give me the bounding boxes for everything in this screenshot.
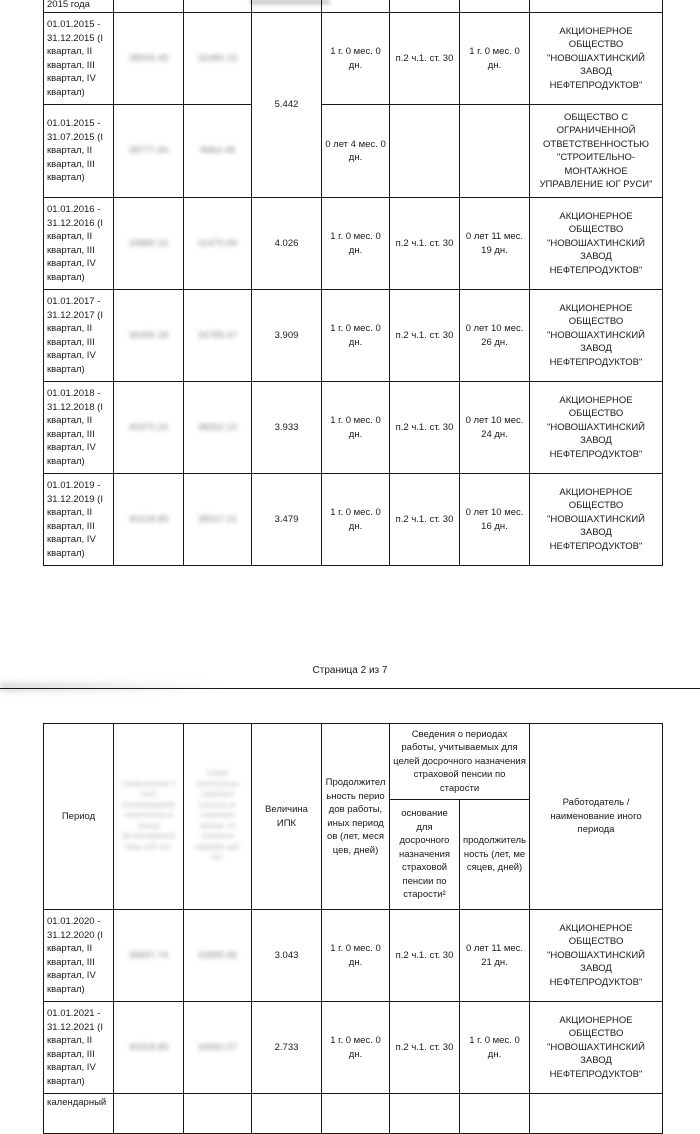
period-cell: 01.01.2015 - 31.07.2015 (I квартал, II квартал, III квартал) xyxy=(44,105,114,198)
duration-cell: 1 г. 0 мес. 0 дн. xyxy=(322,198,390,290)
table-row xyxy=(44,1094,663,1134)
ipk-cell: 5.442 xyxy=(252,13,322,198)
col-header-early-duration: продолжительность (лет, месяцев, дней) xyxy=(460,800,530,910)
ipk-cell: 2.733 xyxy=(252,1002,322,1094)
duration-cell: 1 г. 0 мес. 0 дн. xyxy=(322,382,390,474)
blurred-amount: 38000.45 xyxy=(128,52,169,64)
table-row xyxy=(44,290,663,382)
blurred-amount: 38252.10 xyxy=(197,421,238,433)
ipk-cell: 4.026 xyxy=(252,198,322,290)
early-duration-cell xyxy=(460,105,530,198)
basis-cell: п.2 ч.1. ст. 30 xyxy=(390,910,460,1002)
col-header-employer: Работодатель / наименование иного периода xyxy=(530,724,663,910)
earnings-table-page2 xyxy=(43,723,663,1134)
basis-cell: п.2 ч.1. ст. 30 xyxy=(390,382,460,474)
duration-cell: 1 г. 0 мес. 0 дн. xyxy=(322,13,390,105)
col-header-ipk: Величина ИПК xyxy=(252,724,322,910)
basis-cell xyxy=(390,105,460,198)
page-number: Страница 2 из 7 xyxy=(312,665,388,676)
period-cell: календарный xyxy=(44,1094,114,1134)
early-duration-cell: 1 г. 0 мес. 0 дн. xyxy=(460,13,530,105)
employer-cell: АКЦИОНЕРНОЕ ОБЩЕСТВО "НОВОШАХТИНСКИЙ ЗАВОД НЕФТЕПРОДУКТОВ" xyxy=(530,1002,663,1094)
page-divider xyxy=(0,688,700,689)
duration-cell: 1 г. 0 мес. 0 дн. xyxy=(322,474,390,566)
basis-cell: п.2 ч.1. ст. 30 xyxy=(390,474,460,566)
blurred-amount: 39697.74 xyxy=(128,949,169,961)
table-row xyxy=(44,910,663,1002)
early-duration-cell: 0 лет 10 мес. 24 дн. xyxy=(460,382,530,474)
col-header-early-group: Сведения о периодах работы, учитываемых для целей досрочного назначения страховой пенсии по старости xyxy=(390,724,530,800)
page-edge-shadow xyxy=(0,682,230,692)
employer-cell: АКЦИОНЕРНОЕ ОБЩЕСТВО "НОВОШАХТИНСКИЙ ЗАВОД НЕФТЕПРОДУКТОВ" xyxy=(530,198,663,290)
employer-cell: ОБЩЕСТВО С ОГРАНИЧЕННОЙ ОТВЕТСТВЕННОСТЬЮ "СТРОИТЕЛЬНО-МОНТАЖНОЕ УПРАВЛЕНИЕ ЮГ РУСИ" xyxy=(530,105,663,198)
blurred-header-earnings: Сумма выплат и иных вознаграждений начисленных в пользу застрахованного лица, руб. коп. xyxy=(121,780,176,851)
basis-cell: п.2 ч.1. ст. 30 xyxy=(390,1002,460,1094)
basis-cell: п.2 ч.1. ст. 30 xyxy=(390,13,460,105)
duration-cell: 1 г. 0 мес. 0 дн. xyxy=(322,1002,390,1094)
ipk-cell: 3.479 xyxy=(252,474,322,566)
table-row xyxy=(44,1002,663,1094)
basis-cell: п.2 ч.1. ст. 30 xyxy=(390,290,460,382)
duration-cell: 1 г. 0 мес. 0 дн. xyxy=(322,290,390,382)
table-row xyxy=(44,198,663,290)
early-duration-cell: 0 лет 10 мес. 16 дн. xyxy=(460,474,530,566)
period-cell: 01.01.2017 - 31.12.2017 (I квартал, II квартал, III квартал, IV квартал) xyxy=(44,290,114,382)
period-cell: 2015 года xyxy=(44,0,114,13)
period-cell: 01.01.2016 - 31.12.2016 (I квартал, II квартал, III квартал, IV квартал) xyxy=(44,198,114,290)
table-header-row xyxy=(44,724,663,800)
duration-cell: 1 г. 0 мес. 0 дн. xyxy=(322,910,390,1002)
ipk-cell: 3.933 xyxy=(252,382,322,474)
blurred-amount: 38777.84 xyxy=(128,145,169,157)
ipk-cell: 3.043 xyxy=(252,910,322,1002)
duration-cell: 0 лет 4 мес. 0 дн. xyxy=(322,105,390,198)
blurred-amount: 33880.15 xyxy=(128,237,169,249)
blurred-amount: 32890.95 xyxy=(197,949,238,961)
table-row xyxy=(44,13,663,105)
employer-cell: АКЦИОНЕРНОЕ ОБЩЕСТВО "НОВОШАХТИНСКИЙ ЗАВОД НЕФТЕПРОДУКТОВ" xyxy=(530,290,663,382)
period-cell: 01.01.2015 - 31.12.2015 (I квартал, II квартал, III квартал, IV квартал) xyxy=(44,13,114,105)
table-row xyxy=(44,382,663,474)
period-cell: 01.01.2019 - 31.12.2019 (I квартал, II квартал, III квартал, IV квартал) xyxy=(44,474,114,566)
blurred-amount: 32480.15 xyxy=(197,52,238,64)
ipk-cell: 3.909 xyxy=(252,290,322,382)
blurred-amount: 36490.18 xyxy=(128,329,169,341)
col-header-period: Период xyxy=(44,724,114,910)
blurred-amount: 31470.84 xyxy=(197,237,238,249)
table-row xyxy=(44,105,663,198)
early-duration-cell: 0 лет 10 мес. 26 дн. xyxy=(460,290,530,382)
table-row xyxy=(44,474,663,566)
blurred-amount: 34789.47 xyxy=(197,329,238,341)
period-cell: 01.01.2018 - 31.12.2018 (I квартал, II квартал, III квартал, IV квартал) xyxy=(44,382,114,474)
blurred-amount: 40370.24 xyxy=(128,421,169,433)
employer-cell: АКЦИОНЕРНОЕ ОБЩЕСТВО "НОВОШАХТИНСКИЙ ЗАВОД НЕФТЕПРОДУКТОВ" xyxy=(530,474,663,566)
blurred-amount: 8964.48 xyxy=(200,145,235,157)
col-header-duration: Продолжительность периодов работы, иных периодов (лет, месяцев, дней) xyxy=(322,724,390,910)
basis-cell: п.2 ч.1. ст. 30 xyxy=(390,198,460,290)
blurred-amount: 40318.89 xyxy=(128,1041,169,1053)
blurred-amount: 40218.89 xyxy=(128,513,169,525)
early-duration-cell: 1 г. 0 мес. 0 дн. xyxy=(460,1002,530,1094)
earnings-table-page1 xyxy=(43,0,663,566)
early-duration-cell: 0 лет 11 мес. 19 дн. xyxy=(460,198,530,290)
employer-cell: АКЦИОНЕРНОЕ ОБЩЕСТВО "НОВОШАХТИНСКИЙ ЗАВОД НЕФТЕПРОДУКТОВ" xyxy=(530,910,663,1002)
table-row xyxy=(44,0,663,13)
employer-cell: АКЦИОНЕРНОЕ ОБЩЕСТВО "НОВОШАХТИНСКИЙ ЗАВОД НЕФТЕПРОДУКТОВ" xyxy=(530,382,663,474)
blurred-header-contributions: Сумма начисленных страховых взносов на страховую пенсию, по основным тарифам, руб. коп. xyxy=(194,770,241,862)
blurred-amount: 38027.21 xyxy=(197,513,238,525)
early-duration-cell: 0 лет 11 мес. 21 дн. xyxy=(460,910,530,1002)
blurred-amount: 34950.27 xyxy=(197,1041,238,1053)
employer-cell: АКЦИОНЕРНОЕ ОБЩЕСТВО "НОВОШАХТИНСКИЙ ЗАВОД НЕФТЕПРОДУКТОВ" xyxy=(530,13,663,105)
period-cell: 01.01.2020 - 31.12.2020 (I квартал, II квартал, III квартал, IV квартал) xyxy=(44,910,114,1002)
col-header-early-basis: основание для досрочного назначения страховой пенсии по старости² xyxy=(390,800,460,910)
period-cell: 01.01.2021 - 31.12.2021 (I квартал, II квартал, III квартал, IV квартал) xyxy=(44,1002,114,1094)
